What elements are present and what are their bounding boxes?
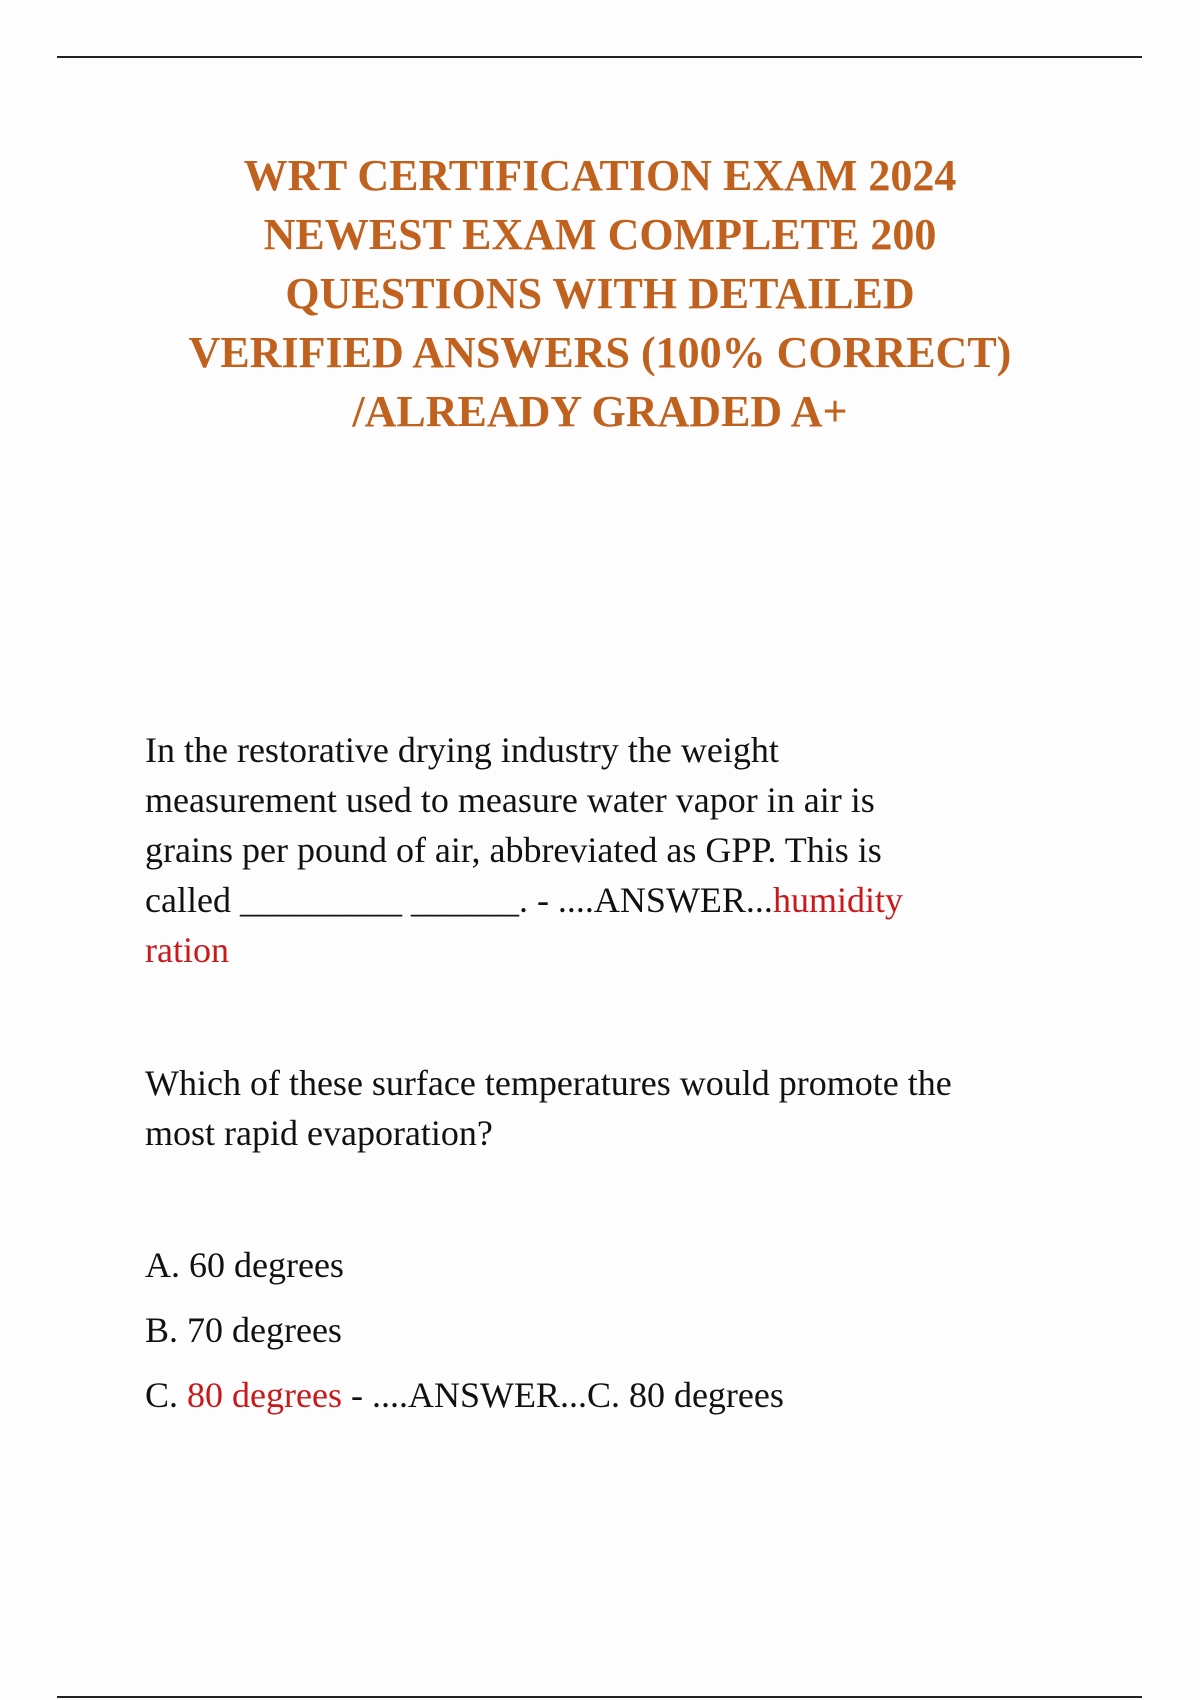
- title-line: VERIFIED ANSWERS (100% CORRECT): [188, 328, 1012, 377]
- option-c: [145, 1370, 784, 1420]
- option-c-answer-highlight: 80 degrees: [187, 1375, 342, 1415]
- question-1-line: grains per pound of air, abbreviated as GPP. This is: [145, 830, 882, 870]
- option-c-letter: C.: [145, 1375, 188, 1415]
- question-1-prompt-tail: called _________ ______. - ....ANSWER...: [145, 880, 773, 920]
- option-b: B. 70 degrees: [145, 1310, 342, 1350]
- option-a: A. 60 degrees: [145, 1245, 344, 1285]
- option-c-answer-text: - ....ANSWER...C. 80 degrees: [341, 1375, 784, 1415]
- bottom-rule: [57, 1696, 1142, 1698]
- question-1-answer-continued: ration: [145, 930, 229, 970]
- title-line: QUESTIONS WITH DETAILED: [285, 269, 915, 318]
- top-rule: [57, 56, 1142, 58]
- question-2-line: Which of these surface temperatures would promote the: [145, 1063, 952, 1103]
- question-1-line: In the restorative drying industry the weight: [145, 730, 779, 770]
- question-1-answer-line: [145, 875, 1075, 925]
- question-1-line: measurement used to measure water vapor in air is: [145, 780, 875, 820]
- question-2-line: most rapid evaporation?: [145, 1113, 493, 1153]
- question-2: [145, 1058, 1075, 1158]
- question-1: [145, 725, 1075, 975]
- title-line: WRT CERTIFICATION EXAM 2024: [243, 151, 957, 200]
- document-title: [100, 146, 1100, 441]
- question-1-answer: humidity: [772, 880, 903, 920]
- title-line: NEWEST EXAM COMPLETE 200: [263, 210, 937, 259]
- title-line: /ALREADY GRADED A+: [352, 387, 848, 436]
